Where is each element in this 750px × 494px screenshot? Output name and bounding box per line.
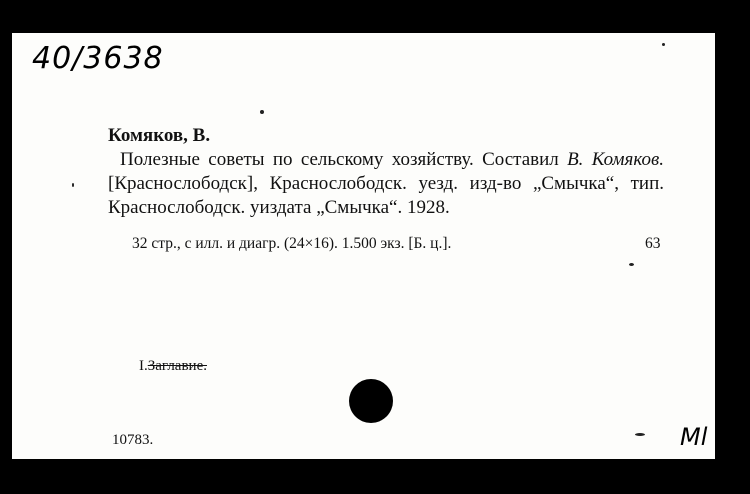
tracing-prefix: I. [139,358,148,374]
author-heading: Комяков, В. [108,125,211,146]
speck [635,433,645,436]
speck [629,263,634,266]
handwritten-initials: Ml [680,423,708,451]
bibliographic-entry [108,148,664,220]
call-number: 40/3638 [32,41,164,76]
publication-info: [Краснослободск], Краснослободск. уезд. изд-во „Смычка“, тип. Краснослободск. уиздата „Смычка“. 1928. [108,173,664,218]
speck [72,183,74,187]
punch-hole [349,379,393,423]
card-number: 10783. [112,432,154,448]
tracing [139,358,207,375]
compiler-name: В. Комяков. [567,149,664,170]
speck [260,110,264,114]
physical-description: 32 стр., с илл. и диагр. (24×16). 1.500 экз. [Б. ц.]. [132,235,452,252]
catalog-card [12,33,715,459]
tracing-struck-text: Заглавие. [147,358,207,374]
page-number: 63 [645,235,661,252]
book-title: Полезные советы по сельскому хозяйству. Составил [120,149,559,170]
speck [662,43,665,46]
